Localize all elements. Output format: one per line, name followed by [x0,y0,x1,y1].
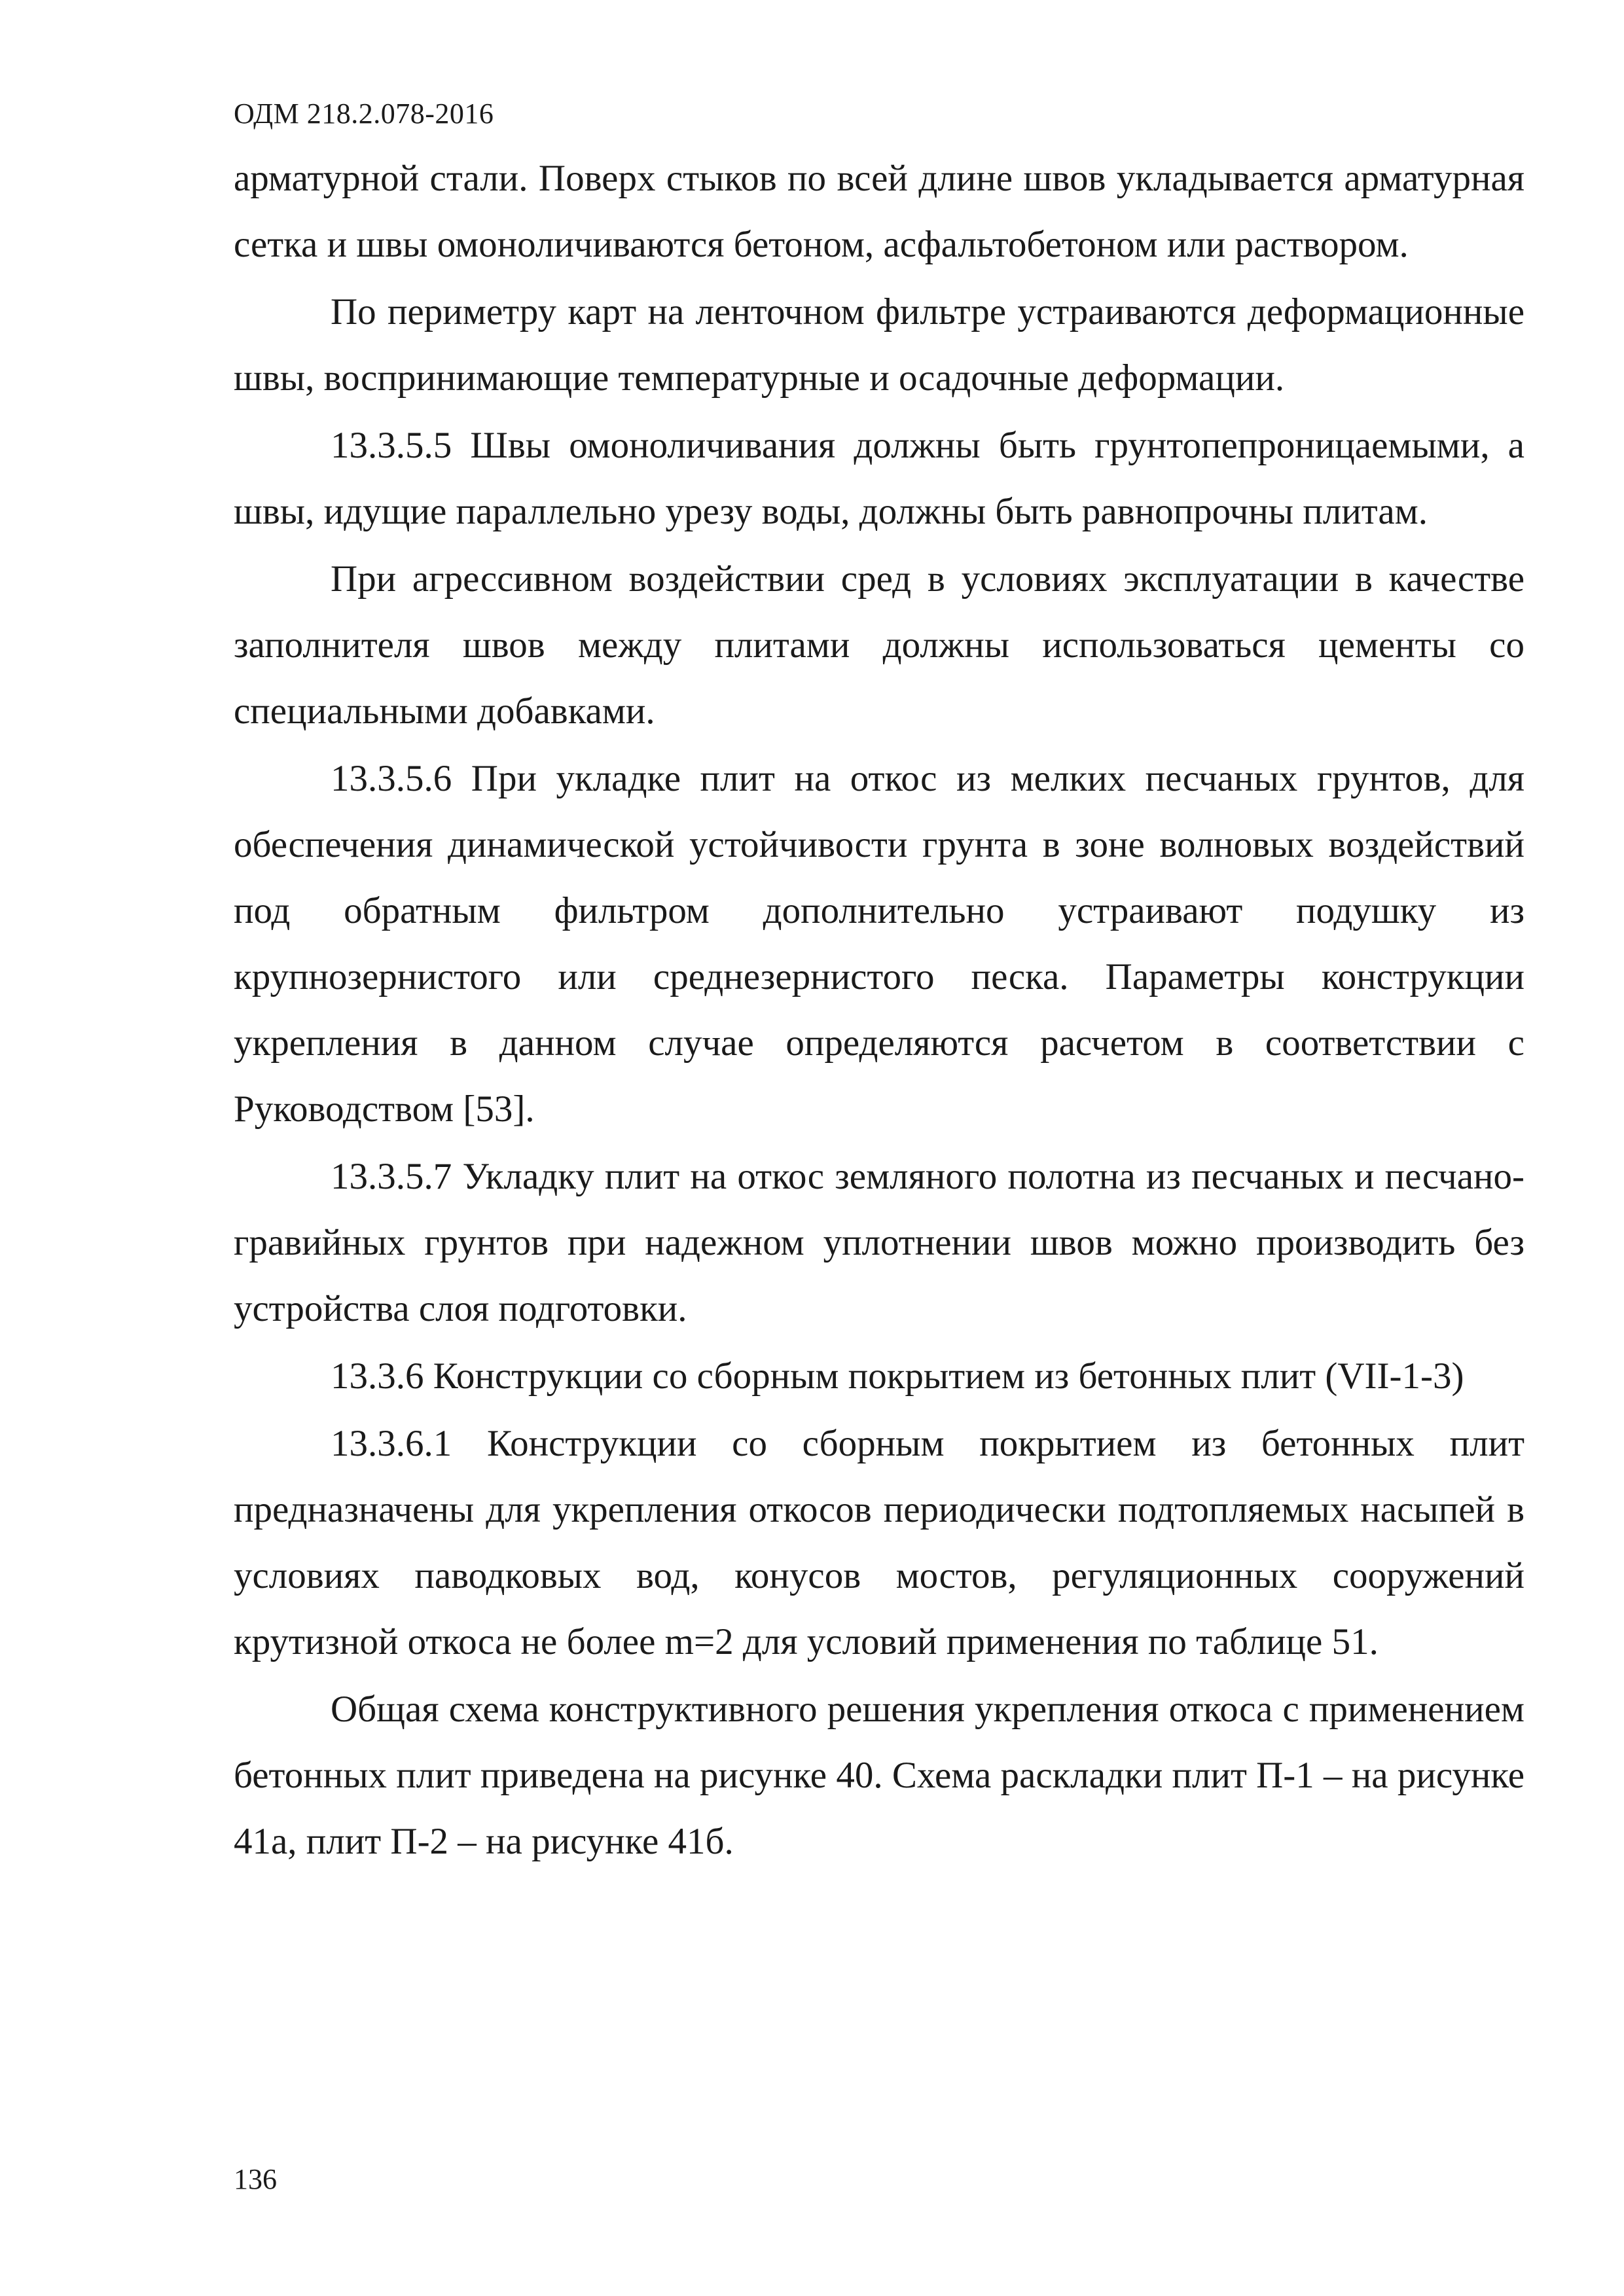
paragraph-general-scheme: Общая схема конструктивного решения укрепления откоса с применением бетонных плит приведена на рисунке 40. Схема раскладки плит П-1 – на рисунке 41а, плит П-2 – на рисунке 41б. [234,1689,1525,1862]
paragraph-13-3-5-7: 13.3.5.7 Укладку плит на откос земляного полотна из песчаных и песчано-гравийных грунтов при надежном уплотнении швов можно производить без устройства слоя подготовки. [234,1156,1525,1329]
document-body [234,145,1525,1876]
paragraph-13-3-5-6: 13.3.5.6 При укладке плит на откос из мелких песчаных грунтов, для обеспечения динамической устойчивости грунта в зоне волновых воздействий под обратным фильтром дополнительно устраивают подушку из крупнозернистого или среднезернистого песка. Параметры конструкции укрепления в данном случае определяются расчетом в соответствии с Руководством [53]. [234,758,1525,1130]
paragraph-aggressive-environment: При агрессивном воздействии сред в условиях эксплуатации в качестве заполнителя швов между плитами должны использоваться цементы со специальными добавками. [234,558,1525,732]
paragraph-13-3-6-1: 13.3.6.1 Конструкции со сборным покрытием из бетонных плит предназначены для укрепления откосов периодически подтопляемых насыпей в условиях паводковых вод, конусов мостов, регуляционных сооружений крутизной откоса не более m=2 для условий применения по таблице 51. [234,1423,1525,1662]
document-code-header: ОДМ 218.2.078-2016 [234,98,494,130]
paragraph-deformation-joints: По периметру карт на ленточном фильтре устраиваются деформационные швы, воспринимающие температурные и осадочные деформации. [234,291,1525,399]
paragraph-13-3-5-5: 13.3.5.5 Швы омоноличивания должны быть грунтопепроницаемыми, а швы, идущие параллельно урезу воды, должны быть равнопрочны плитам. [234,425,1525,532]
paragraph-continuation: арматурной стали. Поверх стыков по всей длине швов укладывается арматурная сетка и швы омоноличиваются бетоном, асфальтобетоном или раствором. [234,158,1525,265]
section-heading-13-3-6: 13.3.6 Конструкции со сборным покрытием из бетонных плит (VII-1-3) [331,1355,1464,1397]
page-number: 136 [234,2163,277,2195]
